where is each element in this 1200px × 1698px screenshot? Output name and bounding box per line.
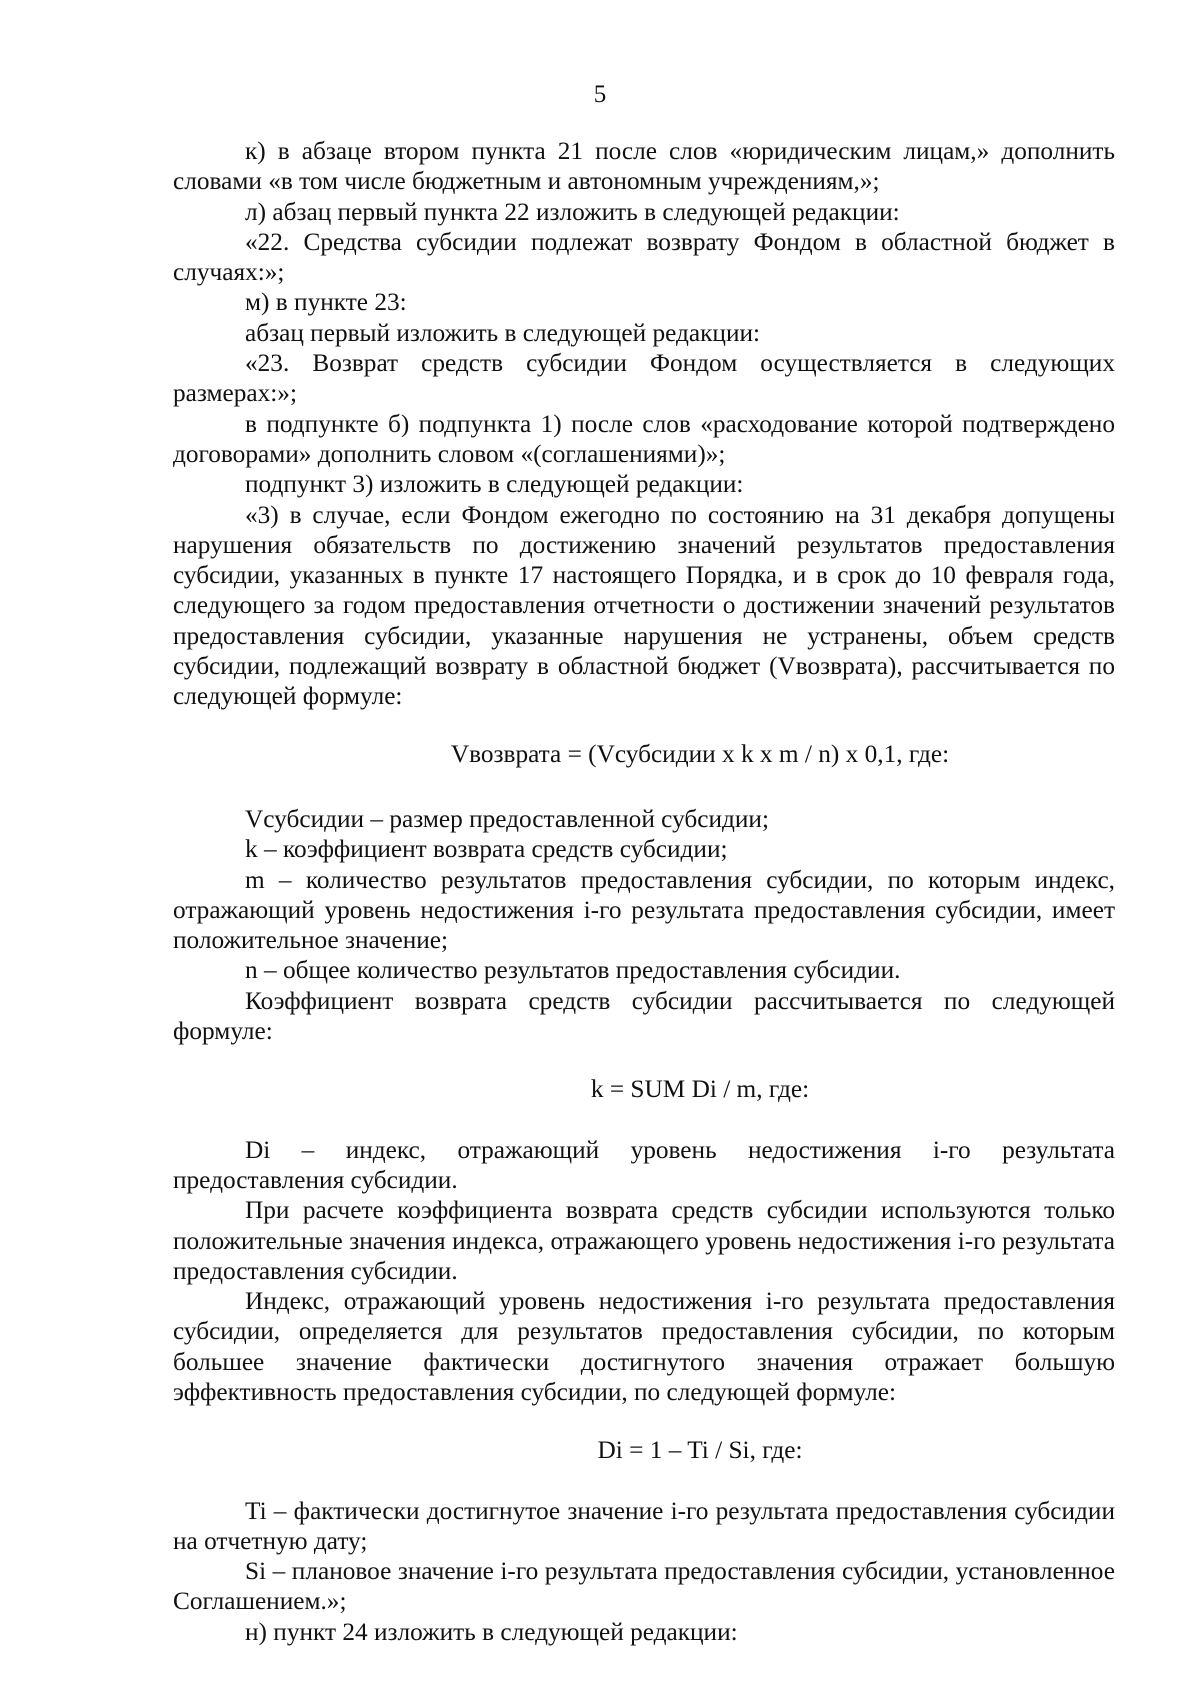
- definition-si: Si – плановое значение i-го результата предоставления субсидии, установленное Соглашением.»;: [173, 1557, 1115, 1616]
- definition-ti: Ti – фактически достигнутое значение i-го результата предоставления субсидии на отчетную дату;: [173, 1496, 1115, 1555]
- paragraph-index: Индекс, отражающий уровень недостижения i-го результата предоставления субсидии, определяется для результатов предоставления субсидии, по которым большее значение фактически достигнутого значения отражает большую эффективность предоставления субсидии, по следующей формуле:: [173, 1287, 1115, 1406]
- document-body: [173, 136, 1115, 1647]
- formula-di: Di = 1 – Ti / Si, где:: [597, 1436, 803, 1465]
- paragraph-coefficient: Коэффициент возврата средств субсидии рассчитывается по следующей формуле:: [173, 986, 1115, 1046]
- paragraph-subitem-b: в подпункте б) подпункта 1) после слов «расходование которой подтверждено договорами» дополнить словом «(соглашениями)»;: [173, 409, 1115, 468]
- paragraph-subitem-3: подпункт 3) изложить в следующей редакции:: [245, 470, 744, 499]
- paragraph-item-23: «23. Возврат средств субсидии Фондом осуществляется в следующих размерах:»;: [173, 349, 1115, 408]
- paragraph-item-22: «22. Средства субсидии подлежат возврату Фондом в областной бюджет в случаях:»;: [173, 227, 1115, 287]
- paragraph-first-abzac: абзац первый изложить в следующей редакции:: [245, 318, 761, 347]
- definition-n: n – общее количество результатов предоставления субсидии.: [245, 956, 901, 985]
- definition-m: m – количество результатов предоставления субсидии, по которым индекс, отражающий уровень недостижения i-го результата предоставления субсидии, имеет положительное значение;: [173, 865, 1115, 955]
- definition-v-subsidy: Vсубсидии – размер предоставленной субсидии;: [245, 804, 769, 833]
- paragraph-m: м) в пункте 23:: [245, 288, 407, 317]
- formula-k: k = SUM Di / m, где:: [590, 1075, 810, 1104]
- paragraph-n: н) пункт 24 изложить в следующей редакции:: [245, 1617, 738, 1646]
- page-number: 5: [593, 81, 607, 108]
- paragraph-l: л) абзац первый пункта 22 изложить в следующей редакции:: [245, 197, 900, 226]
- paragraph-subitem-3-text: «3) в случае, если Фондом ежегодно по состоянию на 31 декабря допущены нарушения обязательств по достижению значений результатов предоставления субсидии, указанных в пункте 17 настоящего Порядка, и в срок до 10 февраля года, следующего за годом предоставления отчетности о достижении значений результатов предоставления субсидии, указанные нарушения не устранены, объем средств субсидии, подлежащий возврату в областной бюджет (Vвозврата), рассчитывается по следующей формуле:: [173, 500, 1115, 711]
- paragraph-positive-values: При расчете коэффициента возврата средств субсидии используются только положительные значения индекса, отражающего уровень недостижения i-го результата предоставления субсидии.: [173, 1196, 1115, 1285]
- definition-k: k – коэффициент возврата средств субсидии;: [245, 835, 728, 864]
- paragraph-k: к) в абзаце втором пункта 21 после слов «юридическим лицам,» дополнить словами «в том числе бюджетным и автономным учреждениям,»;: [173, 137, 1115, 196]
- definition-di: Di – индекс, отражающий уровень недостижения i-го результата предоставления субсидии.: [173, 1135, 1115, 1194]
- formula-v-return: Vвозврата = (Vсубсидии x k x m / n) x 0,1, где:: [450, 739, 950, 768]
